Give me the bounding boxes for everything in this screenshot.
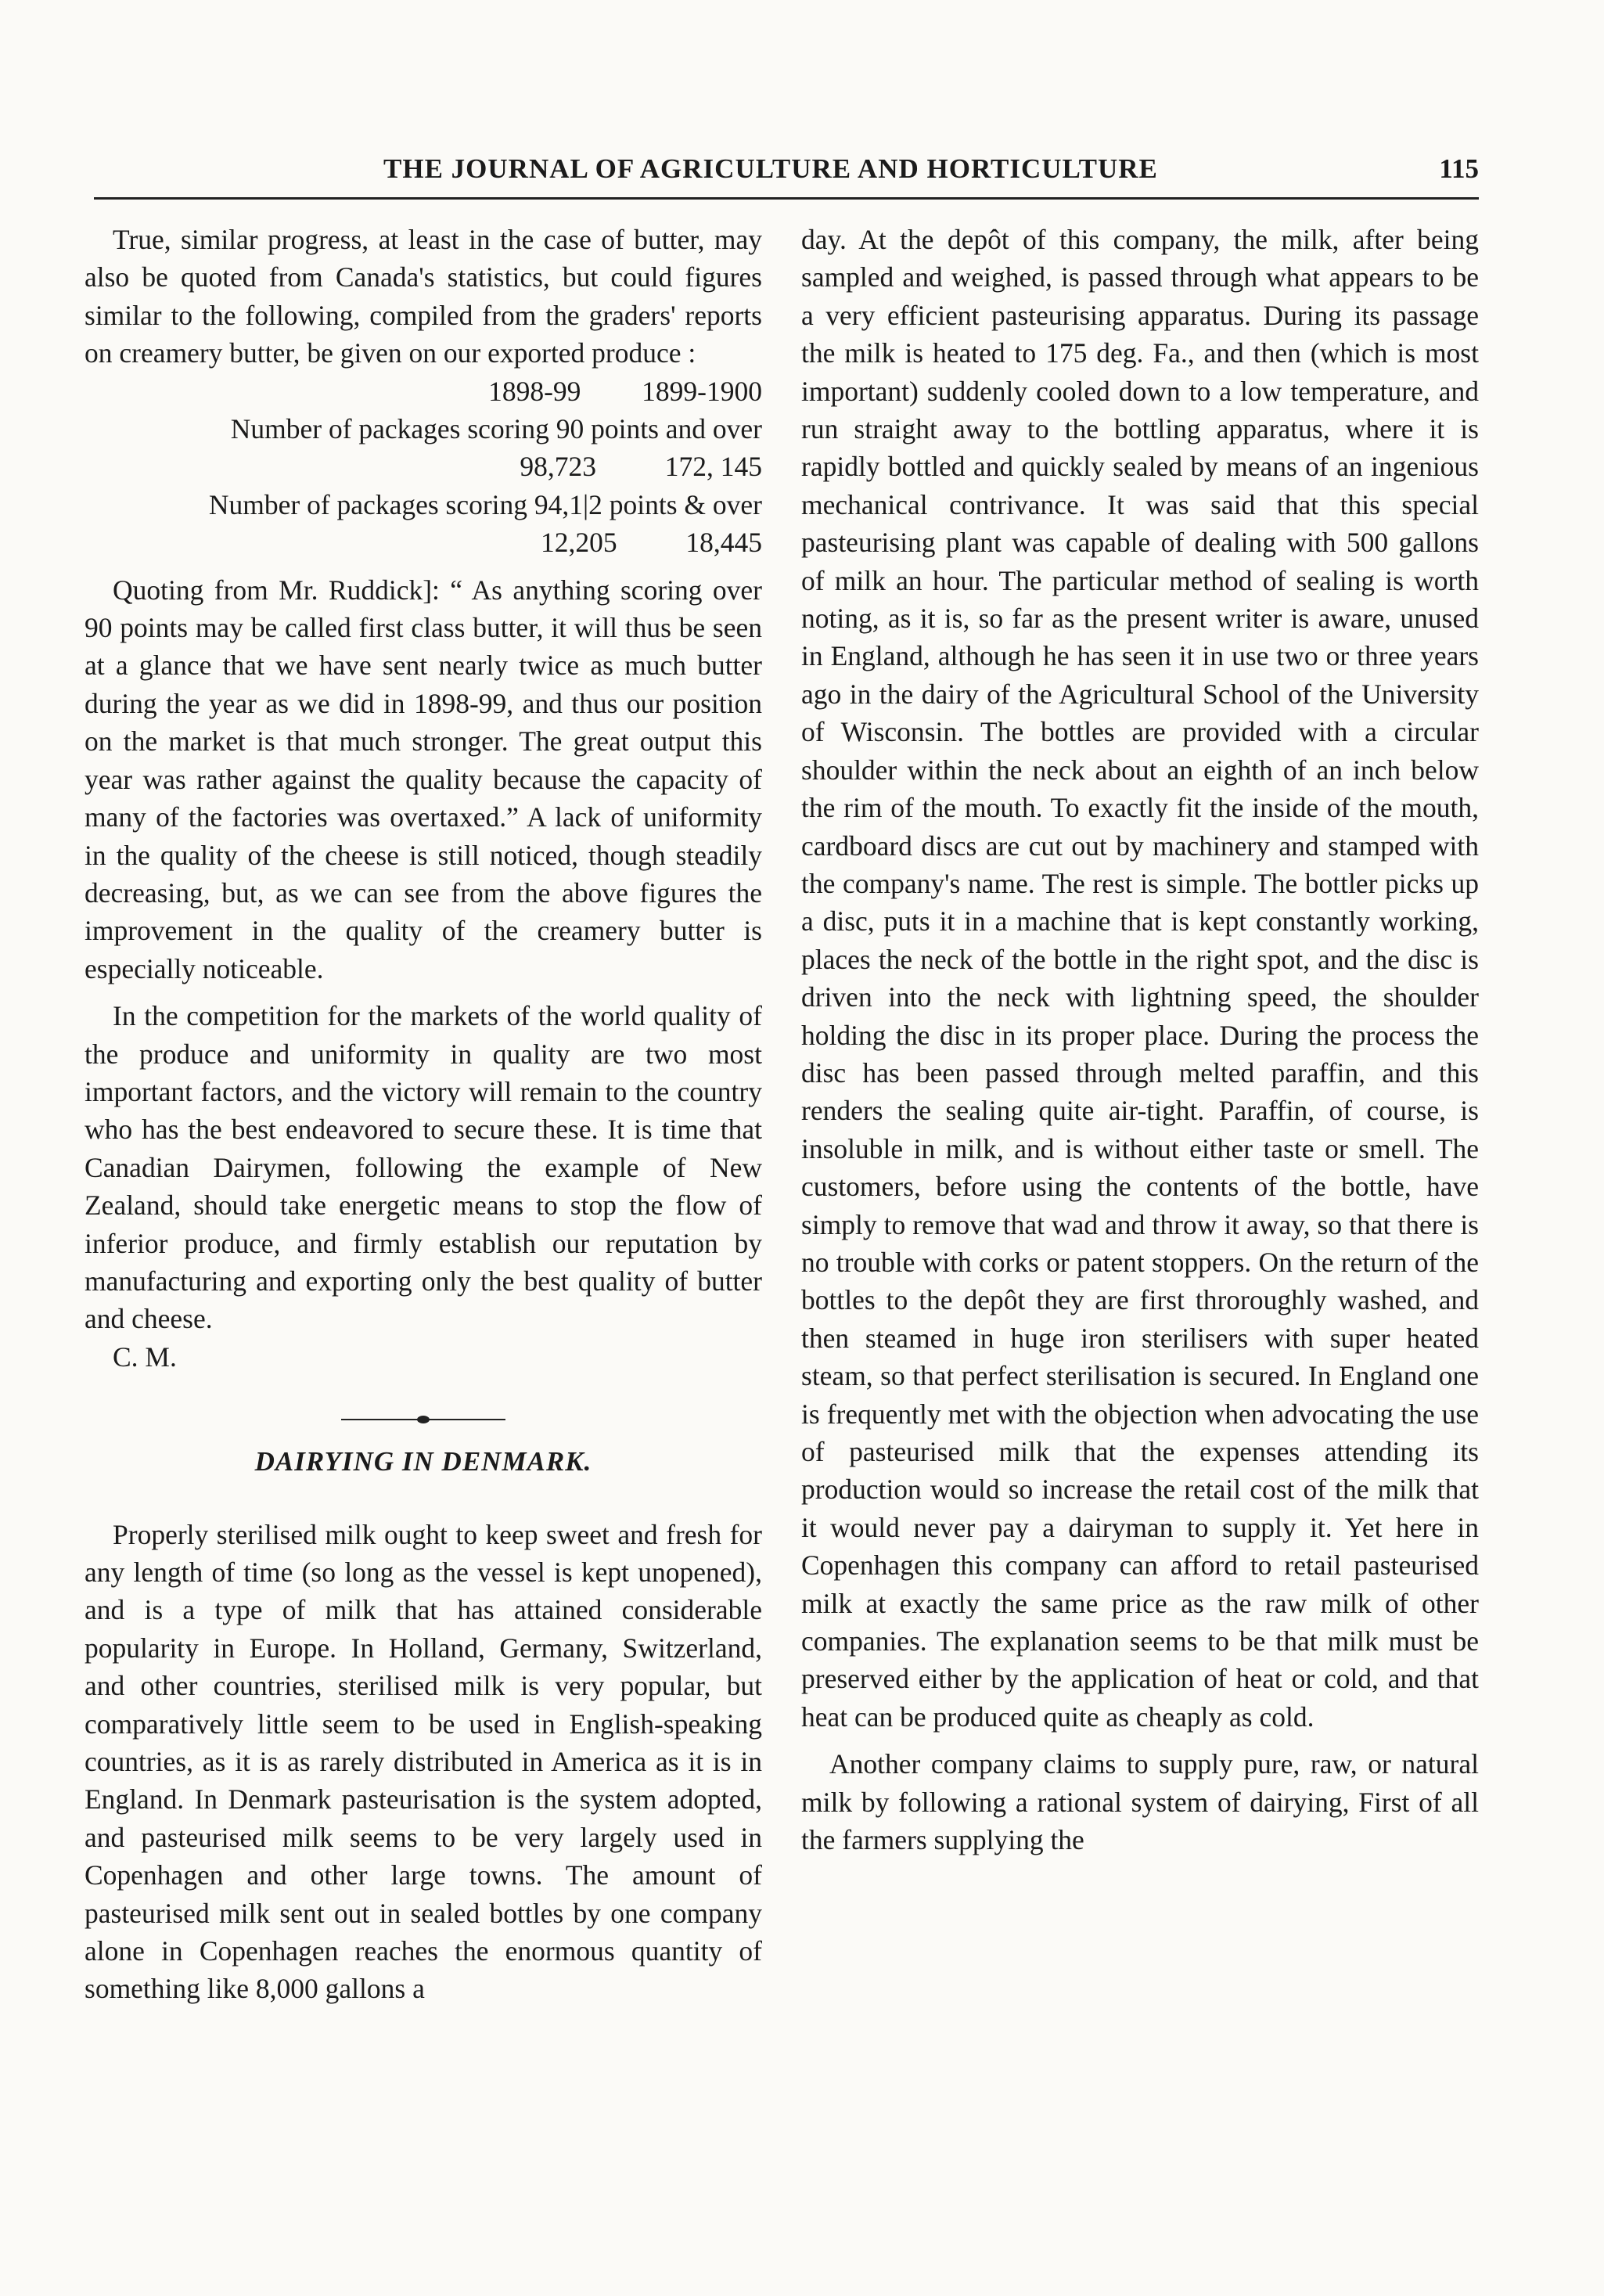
- left-column: [85, 221, 762, 2008]
- competition-paragraph: In the competition for the markets of the world quality of the produce and uniformity in quality are two most important factors, and the victory will remain to the country who has the best endeavored to secure these. It is time that Canadian Dairymen, following the example of New Zealand, should take energetic means to stop the flow of inferior produce, and firmly establish our reputation by manufacturing and exporting only the best quality of butter and cheese.: [85, 1000, 762, 1335]
- right-column: [801, 221, 1479, 1859]
- divider-ornament-icon: [417, 1416, 430, 1423]
- section-divider: [341, 1410, 505, 1429]
- stats-row-2-label: Number of packages scoring 94,1|2 points & over: [208, 488, 762, 520]
- stats-row-2-values: [85, 524, 762, 561]
- dairying-paragraph: Properly sterilised milk ought to keep sweet and fresh for any length of time (so long as the vessel is kept unopened), and is a type of milk that has attained considerable popularity in Europe. In Holland, Germany, Switzerland, and other countries, sterilised milk is very popular, but comparatively little seem to be used in English-speaking countries, as it is as rarely distributed in America as it is in England. In Denmark pasteurisation is the system adopted, and pasteurised milk seems to be very largely used in Copenhagen and other large towns. The amount of pasteurised milk sent out in sealed bottles by one company alone in Copenhagen reaches the enormous quantity of something like 8,000 gallons a: [85, 1518, 762, 2005]
- stats-row-2-value-2: 18,445: [685, 527, 762, 559]
- another-company-paragraph: Another company claims to supply pure, raw, or natural milk by following a rational system of dairying, First of all the farmers supplying the: [801, 1748, 1479, 1856]
- running-header: [94, 150, 1479, 200]
- stats-row-1-value-2: 172, 145: [664, 451, 762, 483]
- journal-title: THE JOURNAL OF AGRICULTURE AND HORTICULTURE: [383, 153, 1158, 184]
- intro-paragraph: True, similar progress, at least in the case of butter, may also be quoted from Canada's statistics, but could figures similar to the following, compiled from the graders' reports on creamery butter, be given on our exported produce :: [85, 224, 762, 369]
- stats-row-1-values: [85, 448, 762, 485]
- quote-paragraph: Quoting from Mr. Ruddick]: “ As anything scoring over 90 points may be called first class butter, it will thus be seen at a glance that we have sent nearly twice as much butter during the year as we did in 1898-99, and thus our position on the market is that much stronger. The great output this year was rather against the quality because the capacity of many of the factories was overtaxed.” A lack of uniformity in the quality of the cheese is still noticed, though steadily decreasing, but, as we can see from the above figures the improvement in the quality of the creamery butter is especially noticeable.: [85, 574, 762, 984]
- continuation-paragraph: day. At the depôt of this company, the milk, after being sampled and weighed, is passed through what appears to be a very efficient pasteurising apparatus. During its passage the milk is heated to 175 deg. Fa., and then (which is most important) suddenly cooled down to a low temperature, and run straight away to the bottling apparatus, where it is rapidly bottled and quickly sealed by means of an ingenious mechanical contrivance. It was said that this special pasteurising plant was capable of dealing with 500 gallons of milk an hour. The particular method of sealing is worth noting, as it is, so far as the present writer is aware, unused in England, although he has seen it in use two or three years ago in the dairy of the Agricultural School of the University of Wisconsin. The bottles are provided with a circular shoulder within the neck about an eighth of an inch below the rim of the mouth. To exactly fit the inside of the mouth, cardboard discs are cut out by machinery and stamped with the company's name. The rest is simple. The bottler picks up a disc, puts it in a machine that is kept constantly working, places the neck of the bottle in the right spot, and the disc is driven into the neck with lightning speed, the shoulder holding the disc in its proper place. During the process the disc has been passed through melted paraffin, and this renders the sealing quite air-tight. Paraffin, of course, is insoluble in milk, and is without either taste or smell. The customers, before using the contents of the bottle, have simply to remove that wad and throw it away, so that there is no trouble with corks or patent stoppers. On the return of the bottles to the depôt they are first throroughly washed, and then steamed in huge iron sterilisers with super heated steam, so that perfect sterilisation is secured. In England one is frequently met with the objection when advocating the use of pasteurised milk that the expenses attending its production would so increase the retail cost of the milk that it would never pay a dairyman to supply it. Yet here in Copenhagen this company can afford to retail pasteurised milk at exactly the same price as the raw milk of other companies. The explanation seems to be that milk must be preserved either by the application of heat or cold, and that heat can be produced quite as cheaply as cold.: [801, 224, 1479, 1733]
- page-number: 115: [1439, 153, 1479, 184]
- section-heading: DAIRYING IN DENMARK.: [254, 1446, 592, 1477]
- signature: C. M.: [113, 1341, 177, 1373]
- stats-row-2-value-1: 12,205: [541, 527, 617, 559]
- stats-year-header: [85, 372, 762, 410]
- statistics-table: [85, 372, 762, 562]
- stats-year-2: 1899-1900: [642, 375, 762, 407]
- stats-row-1-value-1: 98,723: [520, 451, 596, 483]
- stats-row-1-label: Number of packages scoring 90 points and over: [230, 413, 762, 445]
- stats-year-1: 1898-99: [488, 375, 581, 407]
